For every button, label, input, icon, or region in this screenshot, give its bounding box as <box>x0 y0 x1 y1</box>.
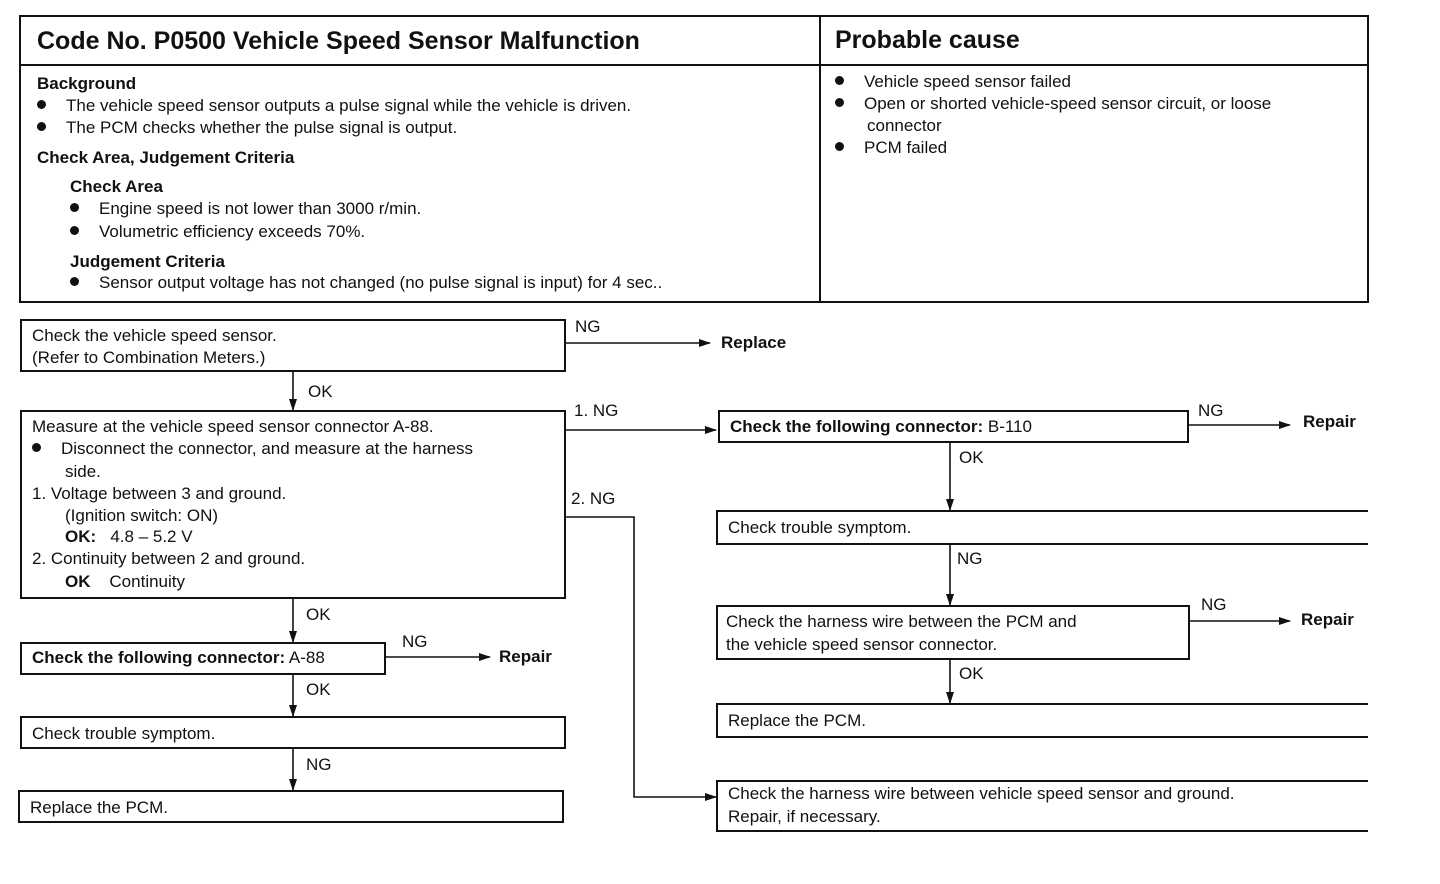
label-ng-box8: NG <box>1201 595 1227 614</box>
check-heading: Check Area, Judgement Criteria <box>37 148 295 167</box>
bullet-icon <box>70 203 79 212</box>
probable-cause-item: PCM failed <box>835 137 947 159</box>
arrow-box2-ng2 <box>565 517 716 797</box>
box3-text: Check the following connector: A-88 <box>32 648 325 667</box>
bullet-icon <box>835 142 844 151</box>
background-heading: Background <box>37 74 137 93</box>
box2-item1: 1. Voltage between 3 and ground. <box>32 484 287 503</box>
box2-item1-condition: (Ignition switch: ON) <box>65 506 219 525</box>
background-bullet: The vehicle speed sensor outputs a pulse signal while the vehicle is driven. <box>37 95 631 117</box>
box4-text: Check trouble symptom. <box>32 724 216 743</box>
label-ng1: 1. NG <box>574 401 619 420</box>
box2-bullet: Disconnect the connector, and measure at the harness <box>32 438 473 460</box>
header-divider-horizontal <box>19 64 1369 66</box>
box2-bullet-cont: side. <box>65 462 101 481</box>
label-ok-box6: OK <box>959 448 984 467</box>
label-ok-box1: OK <box>308 382 333 401</box>
page-title: Code No. P0500 Vehicle Speed Sensor Malfunction <box>37 27 640 55</box>
label-ng-box7: NG <box>957 549 983 568</box>
box10-line2: Repair, if necessary. <box>728 807 881 826</box>
label-repair-box6: Repair <box>1303 412 1356 431</box>
box10-line1: Check the harness wire between vehicle speed sensor and ground. <box>728 784 1235 803</box>
box2-item2-ok: OK Continuity <box>65 572 186 591</box>
box2-line1: Measure at the vehicle speed sensor connector A-88. <box>32 417 434 436</box>
judgement-heading: Judgement Criteria <box>70 252 225 271</box>
bullet-icon <box>37 100 46 109</box>
box2-item1-ok: OK: 4.8 – 5.2 V <box>65 527 193 546</box>
probable-cause-item-cont: connector <box>867 116 942 135</box>
label-ng-box6: NG <box>1198 401 1224 420</box>
judgement-bullet: Sensor output voltage has not changed (no pulse signal is input) for 4 sec.. <box>70 272 662 294</box>
box8-line1: Check the harness wire between the PCM and <box>726 612 1077 631</box>
bullet-icon <box>835 98 844 107</box>
check-area-bullet: Volumetric efficiency exceeds 70%. <box>70 221 365 243</box>
bullet-icon <box>32 443 41 452</box>
box6-text: Check the following connector: B-110 <box>730 417 1032 436</box>
box1-line1: Check the vehicle speed sensor. <box>32 326 277 345</box>
probable-cause-item: Vehicle speed sensor failed <box>835 71 1071 93</box>
label-ok-box2: OK <box>306 605 331 624</box>
bullet-icon <box>70 277 79 286</box>
box5-text: Replace the PCM. <box>30 798 168 817</box>
background-bullet: The PCM checks whether the pulse signal is output. <box>37 117 457 139</box>
label-ng-box1: NG <box>575 317 601 336</box>
label-replace: Replace <box>721 333 787 352</box>
bullet-icon <box>835 76 844 85</box>
bullet-icon <box>70 226 79 235</box>
box7-text: Check trouble symptom. <box>728 518 912 537</box>
check-area-heading: Check Area <box>70 177 163 196</box>
box9-text: Replace the PCM. <box>728 711 866 730</box>
probable-cause-title: Probable cause <box>835 26 1020 54</box>
bullet-icon <box>37 122 46 131</box>
label-ng2: 2. NG <box>571 489 616 508</box>
label-repair-box3: Repair <box>499 647 552 666</box>
header-divider-vertical <box>819 15 821 303</box>
check-area-bullet: Engine speed is not lower than 3000 r/min. <box>70 198 421 220</box>
probable-cause-item: Open or shorted vehicle-speed sensor circuit, or loose <box>835 93 1271 115</box>
box2-item2: 2. Continuity between 2 and ground. <box>32 549 306 568</box>
label-ng-box3: NG <box>402 632 428 651</box>
label-repair-box8: Repair <box>1301 610 1354 629</box>
box1-line2: (Refer to Combination Meters.) <box>32 348 266 367</box>
label-ok-box8: OK <box>959 664 984 683</box>
label-ok-box3: OK <box>306 680 331 699</box>
box8-line2: the vehicle speed sensor connector. <box>726 635 998 654</box>
label-ng-box4: NG <box>306 755 332 774</box>
